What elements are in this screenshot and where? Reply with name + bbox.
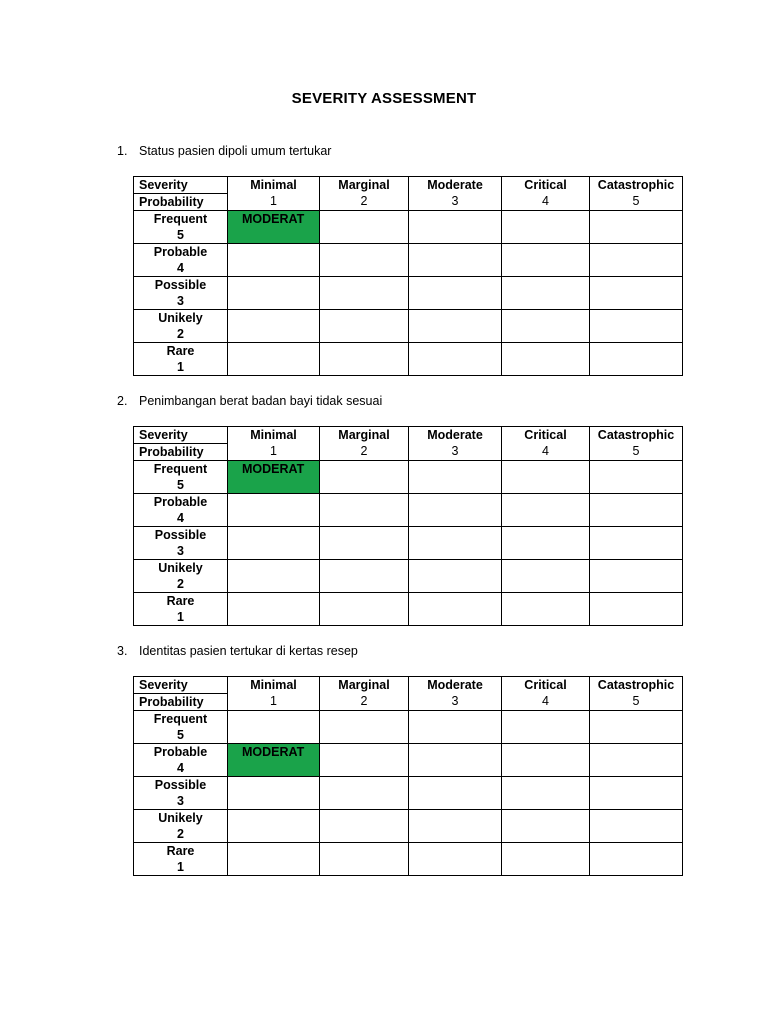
probability-row	[134, 343, 683, 376]
item-text: Penimbangan berat badan bayi tidak sesuai	[139, 394, 383, 408]
matrix-cell	[320, 211, 409, 244]
matrix-cell	[502, 310, 590, 343]
matrix-cell	[590, 461, 683, 494]
header-row	[134, 677, 683, 711]
matrix-cell	[320, 843, 409, 876]
risk-result-cell	[228, 211, 320, 244]
matrix-cell	[228, 711, 320, 744]
page-title: SEVERITY ASSESSMENT	[291, 90, 477, 107]
severity-name: Critical	[524, 428, 567, 442]
probability-label: Probability	[139, 445, 204, 459]
probability-name: Rare	[166, 344, 195, 358]
probability-label: Probability	[139, 195, 204, 209]
probability-score: 2	[177, 577, 184, 591]
matrix-cell	[502, 211, 590, 244]
matrix-cell	[228, 310, 320, 343]
header-row	[134, 177, 683, 211]
severity-column-header	[228, 427, 320, 461]
matrix-cell	[409, 343, 502, 376]
severity-name: Minimal	[250, 428, 297, 442]
severity-column-header	[590, 427, 683, 461]
matrix-cell	[320, 593, 409, 626]
severity-name: Critical	[524, 678, 567, 692]
severity-name: Critical	[524, 178, 567, 192]
severity-score: 5	[632, 194, 640, 208]
severity-score: 2	[360, 444, 368, 458]
probability-score: 1	[177, 860, 184, 874]
matrix-cell	[320, 461, 409, 494]
risk-result-cell	[228, 744, 320, 777]
severity-score: 3	[451, 444, 459, 458]
probability-score: 4	[177, 761, 184, 775]
risk-matrix-table	[133, 676, 683, 876]
probability-row-header	[134, 494, 228, 527]
probability-name: Probable	[153, 495, 208, 509]
severity-column-header	[502, 427, 590, 461]
matrix-cell	[590, 244, 683, 277]
matrix-cell	[409, 277, 502, 310]
severity-label: Severity	[134, 677, 227, 694]
probability-row-header	[134, 593, 228, 626]
severity-column-header	[320, 177, 409, 211]
severity-column-header	[409, 427, 502, 461]
matrix-cell	[502, 244, 590, 277]
matrix-cell	[409, 310, 502, 343]
corner-header	[134, 427, 228, 461]
matrix-cell	[228, 777, 320, 810]
matrix-cell	[228, 494, 320, 527]
matrix-cell	[409, 560, 502, 593]
risk-level-label: MODERAT	[242, 212, 305, 226]
severity-column-header	[502, 677, 590, 711]
severity-label: Severity	[134, 177, 227, 194]
severity-name: Catastrophic	[597, 178, 675, 192]
matrix-cell	[502, 744, 590, 777]
matrix-cell	[228, 560, 320, 593]
probability-score: 2	[177, 827, 184, 841]
header-row	[134, 427, 683, 461]
severity-score: 4	[542, 444, 549, 458]
matrix-cell	[409, 843, 502, 876]
severity-score: 3	[451, 694, 459, 708]
probability-row	[134, 244, 683, 277]
item-number: 3.	[117, 644, 128, 658]
matrix-cell	[502, 810, 590, 843]
severity-label: Severity	[134, 427, 227, 444]
severity-name: Catastrophic	[597, 678, 675, 692]
severity-name: Catastrophic	[597, 428, 675, 442]
probability-score: 1	[177, 360, 184, 374]
matrix-cell	[502, 711, 590, 744]
probability-row-header	[134, 461, 228, 494]
probability-score: 4	[177, 261, 184, 275]
matrix-cell	[409, 593, 502, 626]
probability-score: 4	[177, 511, 184, 525]
probability-row-header	[134, 810, 228, 843]
probability-row	[134, 744, 683, 777]
matrix-cell	[228, 343, 320, 376]
risk-matrix-table	[133, 176, 683, 376]
corner-header	[134, 177, 228, 211]
severity-name: Moderate	[427, 428, 483, 442]
probability-row-header	[134, 777, 228, 810]
matrix-cell	[590, 560, 683, 593]
matrix-cell	[320, 777, 409, 810]
severity-name: Minimal	[250, 678, 297, 692]
matrix-cell	[590, 211, 683, 244]
probability-name: Rare	[166, 844, 195, 858]
severity-score: 2	[360, 694, 368, 708]
item-heading	[117, 394, 382, 408]
severity-name: Moderate	[427, 178, 483, 192]
item-text: Identitas pasien tertukar di kertas resep	[139, 644, 358, 658]
probability-score: 3	[177, 294, 184, 308]
severity-score: 1	[270, 694, 277, 708]
probability-row-header	[134, 560, 228, 593]
matrix-cell	[590, 310, 683, 343]
matrix-cell	[320, 711, 409, 744]
probability-score: 3	[177, 794, 184, 808]
probability-row-header	[134, 211, 228, 244]
probability-name: Possible	[154, 778, 207, 792]
probability-row-header	[134, 310, 228, 343]
matrix-cell	[590, 810, 683, 843]
matrix-cell	[502, 560, 590, 593]
item-heading	[117, 644, 358, 658]
item-heading	[117, 144, 331, 158]
probability-row-header	[134, 343, 228, 376]
matrix-cell	[502, 461, 590, 494]
probability-label: Probability	[139, 695, 204, 709]
matrix-cell	[409, 744, 502, 777]
risk-result-cell	[228, 461, 320, 494]
matrix-cell	[320, 810, 409, 843]
probability-name: Frequent	[153, 712, 208, 726]
probability-score: 2	[177, 327, 184, 341]
probability-row-header	[134, 277, 228, 310]
matrix-cell	[228, 810, 320, 843]
probability-name: Frequent	[153, 212, 208, 226]
matrix-cell	[502, 277, 590, 310]
severity-column-header	[409, 177, 502, 211]
matrix-cell	[590, 777, 683, 810]
severity-column-header	[590, 677, 683, 711]
severity-name: Marginal	[338, 678, 390, 692]
severity-column-header	[590, 177, 683, 211]
severity-score: 1	[270, 194, 277, 208]
probability-score: 1	[177, 610, 184, 624]
matrix-cell	[320, 527, 409, 560]
probability-row-header	[134, 711, 228, 744]
severity-column-header	[320, 427, 409, 461]
probability-row	[134, 310, 683, 343]
severity-column-header	[502, 177, 590, 211]
probability-score: 5	[177, 728, 184, 742]
matrix-cell	[409, 461, 502, 494]
probability-name: Unikely	[158, 561, 203, 575]
matrix-cell	[320, 560, 409, 593]
matrix-cell	[228, 843, 320, 876]
probability-row	[134, 810, 683, 843]
probability-name: Probable	[153, 745, 208, 759]
matrix-cell	[320, 343, 409, 376]
item-number: 1.	[117, 144, 128, 158]
probability-row	[134, 494, 683, 527]
severity-column-header	[320, 677, 409, 711]
probability-row-header	[134, 527, 228, 560]
corner-header	[134, 677, 228, 711]
severity-column-header	[228, 177, 320, 211]
probability-name: Probable	[153, 245, 208, 259]
matrix-cell	[590, 494, 683, 527]
matrix-cell	[590, 343, 683, 376]
matrix-cell	[409, 777, 502, 810]
matrix-cell	[590, 843, 683, 876]
probability-score: 5	[177, 228, 184, 242]
severity-score: 3	[451, 194, 459, 208]
probability-row-header	[134, 244, 228, 277]
matrix-cell	[320, 244, 409, 277]
severity-score: 4	[542, 694, 549, 708]
item-number: 2.	[117, 394, 128, 408]
severity-name: Minimal	[250, 178, 297, 192]
probability-row	[134, 211, 683, 244]
probability-row	[134, 593, 683, 626]
matrix-cell	[320, 310, 409, 343]
probability-name: Unikely	[158, 811, 203, 825]
probability-name: Possible	[154, 278, 207, 292]
probability-row	[134, 777, 683, 810]
probability-row-header	[134, 843, 228, 876]
probability-row	[134, 277, 683, 310]
severity-column-header	[409, 677, 502, 711]
matrix-cell	[320, 277, 409, 310]
probability-row	[134, 843, 683, 876]
severity-score: 5	[632, 694, 640, 708]
probability-row-header	[134, 744, 228, 777]
item-text: Status pasien dipoli umum tertukar	[139, 144, 332, 158]
severity-score: 2	[360, 194, 368, 208]
probability-row	[134, 711, 683, 744]
risk-matrix-table	[133, 426, 683, 626]
matrix-cell	[502, 593, 590, 626]
matrix-cell	[590, 711, 683, 744]
matrix-cell	[409, 244, 502, 277]
probability-score: 3	[177, 544, 184, 558]
severity-name: Marginal	[338, 178, 390, 192]
severity-score: 5	[632, 444, 640, 458]
matrix-cell	[409, 810, 502, 843]
matrix-cell	[590, 527, 683, 560]
risk-level-label: MODERAT	[242, 745, 305, 759]
severity-name: Marginal	[338, 428, 390, 442]
matrix-cell	[590, 277, 683, 310]
severity-score: 1	[270, 444, 277, 458]
matrix-cell	[502, 527, 590, 560]
severity-column-header	[228, 677, 320, 711]
matrix-cell	[409, 211, 502, 244]
matrix-cell	[409, 494, 502, 527]
matrix-cell	[320, 494, 409, 527]
probability-row	[134, 527, 683, 560]
matrix-cell	[590, 593, 683, 626]
matrix-cell	[502, 843, 590, 876]
matrix-cell	[502, 494, 590, 527]
matrix-cell	[409, 711, 502, 744]
matrix-cell	[228, 527, 320, 560]
matrix-cell	[228, 244, 320, 277]
probability-name: Frequent	[153, 462, 208, 476]
matrix-cell	[502, 777, 590, 810]
matrix-cell	[228, 593, 320, 626]
probability-name: Possible	[154, 528, 207, 542]
probability-row	[134, 560, 683, 593]
probability-row	[134, 461, 683, 494]
matrix-cell	[228, 277, 320, 310]
probability-name: Rare	[166, 594, 195, 608]
probability-score: 5	[177, 478, 184, 492]
matrix-cell	[590, 744, 683, 777]
severity-name: Moderate	[427, 678, 483, 692]
probability-name: Unikely	[158, 311, 203, 325]
severity-score: 4	[542, 194, 549, 208]
risk-level-label: MODERAT	[242, 462, 305, 476]
matrix-cell	[409, 527, 502, 560]
matrix-cell	[502, 343, 590, 376]
matrix-cell	[320, 744, 409, 777]
